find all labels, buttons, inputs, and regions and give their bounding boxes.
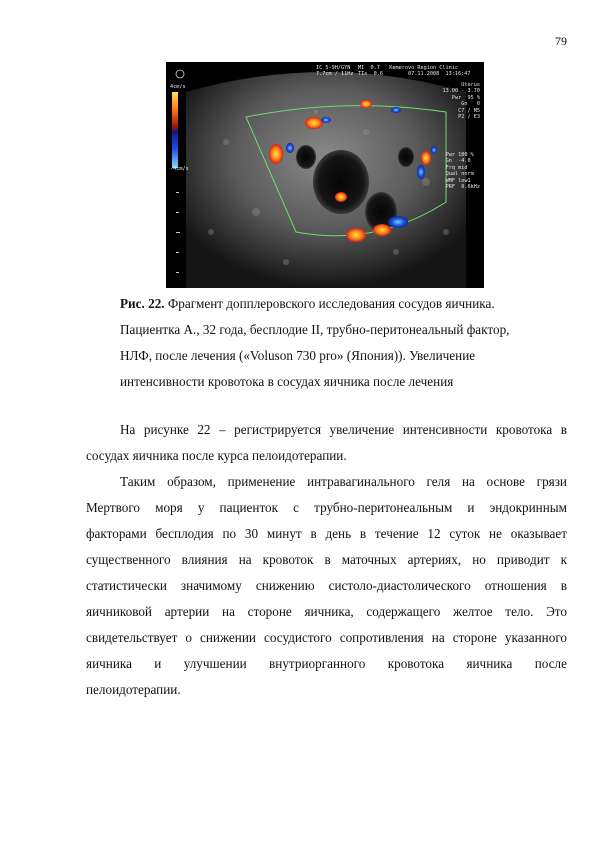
paragraph-line: статистически значимому снижению систоло-диастолического отношения в [86,578,567,593]
caption-line-4: интенсивности кровотока в сосудах яичника после лечения [120,374,454,389]
caption-line-3: НЛФ, после лечения («Voluson 730 pro» (Япония)). Увеличение [120,348,476,363]
paragraph-line: Мертвого моря у пациенток с трубно-перитонеальным и эндокринным [86,500,567,515]
paragraph-line: факторами бесплодия по 30 минут в день в течение 12 суток не оказывает [86,526,567,541]
figure-caption [120,291,540,395]
paragraph-2 [86,469,567,703]
paragraph-line: яичника и улучшении внутриорганного кровотока яичника после [86,656,567,671]
overlay-clinic-info: MI 0.7 Kemerovo Region Clinic TIs 0.6 07.11.2008 13:16:47 [358,65,471,78]
overlay-probe-info: IC 5-9H/GYN 7.7cm / 11Hz [316,65,354,78]
page-number: 79 [555,34,567,48]
paragraph-line: свидетельствует о снижении сосудистого сопротивления на стороне указанного [86,630,567,645]
paragraph-line: Таким образом, применение интравагинального геля на основе грязи [120,474,567,489]
overlay-doppler-settings: Pwr 100 % Gn -4.0 Frq mid Qual norm WMF low1 PRF 0.6kHz [445,152,480,191]
doppler-ultrasound-figure [166,62,484,288]
paragraph-1 [86,417,567,469]
body-text [86,417,567,703]
paragraph-line: яичниковой артерии на стороне яичника, содержащего желтое тело. Это [86,604,567,619]
ultrasound-image [166,62,484,288]
scale-bottom-label: -4cm/s [170,166,189,172]
caption-label: Рис. 22. [120,296,165,311]
paragraph-line: На рисунке 22 – регистрируется увеличение интенсивности кровотока в [120,422,567,437]
paragraph-line: существенного влияния на кровоток в маточных артериях, но приводит к [86,552,567,567]
paragraph-line: пелоидотерапии. [86,682,181,697]
caption-line-2: Пациентка А., 32 года, бесплодие II, трубно-перитонеальный фактор, [120,322,510,337]
overlay-preset-settings: Uterus 13.00 - 3.70 Pwr 95 % Gn 0 C7 / M5 P2 / E3 [442,82,480,121]
paragraph-line: сосудах яичника после курса пелоидотерапии. [86,448,347,463]
caption-line-1: Фрагмент допплеровского исследования сосудов яичника. [167,296,495,311]
scale-top-label: 4cm/s [170,84,186,90]
doppler-color-scale-bar [172,92,178,168]
